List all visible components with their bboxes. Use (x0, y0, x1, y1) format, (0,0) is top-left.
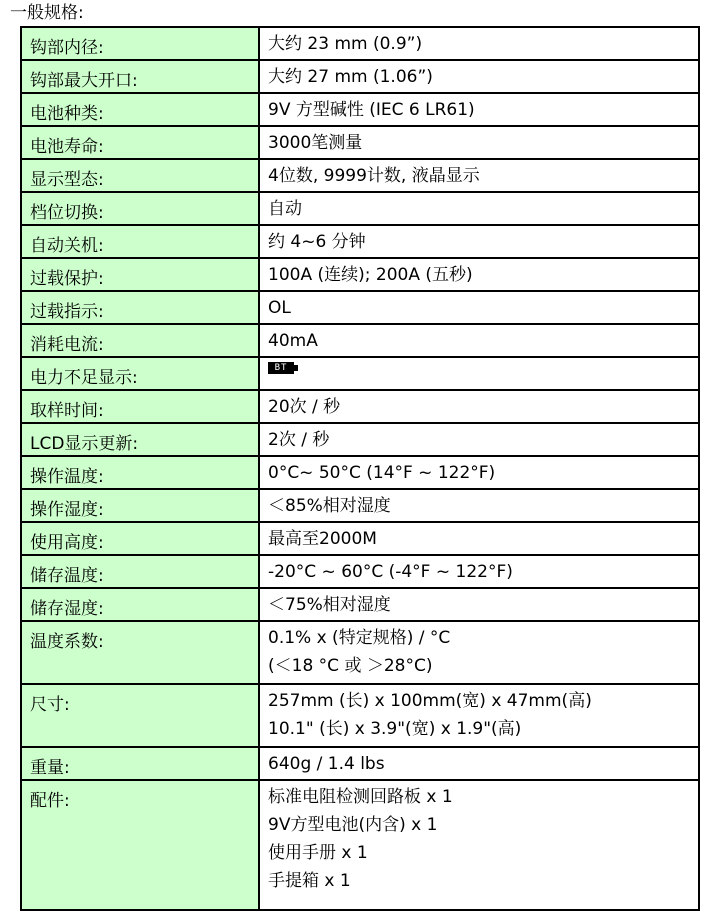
spec-label: 尺寸: (21, 684, 259, 747)
spec-value (259, 780, 699, 910)
spec-value-line: 100A (连续); 200A (五秒) (268, 265, 473, 285)
spec-row (21, 780, 699, 910)
spec-value-line: 0.1% x (特定规格) / °C (268, 628, 451, 648)
battery-low-icon (268, 362, 298, 374)
spec-value (259, 489, 699, 522)
spec-value-line: 20次 / 秒 (268, 397, 341, 417)
spec-value (259, 357, 699, 390)
spec-row (21, 60, 699, 93)
spec-value-line: 使用手册 x 1 (268, 843, 368, 863)
spec-value (259, 522, 699, 555)
spec-value-line: -20°C ~ 60°C (-4°F ~ 122°F) (268, 562, 513, 582)
spec-label: 消耗电流: (21, 324, 259, 357)
spec-label: LCD显示更新: (21, 423, 259, 456)
spec-row (21, 126, 699, 159)
spec-row (21, 93, 699, 126)
spec-value-line: 自动 (268, 199, 302, 219)
spec-label: 配件: (21, 780, 259, 910)
spec-value-line: 10.1" (长) x 3.9"(宽) x 1.9"(高) (268, 719, 522, 739)
spec-value (259, 159, 699, 192)
spec-value-line: 40mA (268, 331, 318, 351)
spec-label: 操作湿度: (21, 489, 259, 522)
spec-value-line: 约 4~6 分钟 (268, 232, 366, 252)
spec-value (259, 225, 699, 258)
spec-row (21, 456, 699, 489)
spec-value (259, 324, 699, 357)
spec-value-line: 640g / 1.4 lbs (268, 754, 385, 774)
spec-label: 档位切换: (21, 192, 259, 225)
spec-value-line: 9V方型电池(内含) x 1 (268, 815, 438, 835)
spec-value (259, 555, 699, 588)
spec-label: 钩部最大开口: (21, 60, 259, 93)
spec-value-line: OL (268, 298, 291, 318)
spec-row (21, 423, 699, 456)
spec-label: 电池寿命: (21, 126, 259, 159)
spec-value (259, 192, 699, 225)
spec-row (21, 390, 699, 423)
spec-label: 过载指示: (21, 291, 259, 324)
spec-row (21, 489, 699, 522)
spec-label: 操作温度: (21, 456, 259, 489)
spec-label: 钩部内径: (21, 27, 259, 60)
spec-label: 过载保护: (21, 258, 259, 291)
spec-row (21, 522, 699, 555)
spec-label: 电力不足显示: (21, 357, 259, 390)
spec-value-line: 3000笔测量 (268, 133, 363, 153)
spec-label: 取样时间: (21, 390, 259, 423)
spec-value-line: 9V 方型碱性 (IEC 6 LR61) (268, 100, 475, 120)
spec-value (259, 747, 699, 780)
spec-row (21, 747, 699, 780)
spec-value-line: ＜85%相对湿度 (268, 496, 391, 516)
spec-value (259, 621, 699, 684)
spec-value (259, 588, 699, 621)
spec-row (21, 324, 699, 357)
spec-row (21, 555, 699, 588)
spec-label: 温度系数: (21, 621, 259, 684)
spec-value (259, 93, 699, 126)
spec-value (259, 684, 699, 747)
spec-value (259, 423, 699, 456)
spec-value (259, 390, 699, 423)
spec-value-line: 手提箱 x 1 (268, 871, 351, 891)
section-title: 一般规格: (10, 3, 84, 23)
spec-label: 电池种类: (21, 93, 259, 126)
spec-value-line: 4位数, 9999计数, 液晶显示 (268, 166, 480, 186)
spec-value-line: ＜75%相对湿度 (268, 595, 391, 615)
spec-value-line: (＜18 °C 或 ＞28°C) (268, 656, 433, 676)
spec-value (259, 126, 699, 159)
spec-value-line: 大约 27 mm (1.06”) (268, 67, 433, 87)
spec-value (259, 27, 699, 60)
spec-row (21, 159, 699, 192)
spec-value-line: 最高至2000M (268, 529, 377, 549)
spec-label: 储存湿度: (21, 588, 259, 621)
spec-row (21, 225, 699, 258)
spec-row (21, 357, 699, 390)
spec-row (21, 27, 699, 60)
spec-value-line: 257mm (长) x 100mm(宽) x 47mm(高) (268, 691, 592, 711)
spec-value-line: 大约 23 mm (0.9”) (268, 34, 423, 54)
battery-tip (294, 365, 298, 371)
spec-table (20, 26, 700, 911)
spec-label: 使用高度: (21, 522, 259, 555)
spec-label: 重量: (21, 747, 259, 780)
spec-table-body (21, 27, 699, 910)
spec-value-line: 标准电阻检测回路板 x 1 (268, 787, 453, 807)
spec-value-line: 0°C~ 50°C (14°F ~ 122°F) (268, 463, 496, 483)
spec-row (21, 291, 699, 324)
spec-value (259, 456, 699, 489)
spec-row (21, 588, 699, 621)
spec-label: 显示型态: (21, 159, 259, 192)
spec-row (21, 192, 699, 225)
battery-icon-text: BT (268, 362, 294, 374)
spec-value (259, 60, 699, 93)
spec-row (21, 684, 699, 747)
spec-value-line: 2次 / 秒 (268, 430, 330, 450)
spec-label: 储存温度: (21, 555, 259, 588)
spec-row (21, 621, 699, 684)
spec-value (259, 258, 699, 291)
spec-label: 自动关机: (21, 225, 259, 258)
spec-value (259, 291, 699, 324)
spec-row (21, 258, 699, 291)
